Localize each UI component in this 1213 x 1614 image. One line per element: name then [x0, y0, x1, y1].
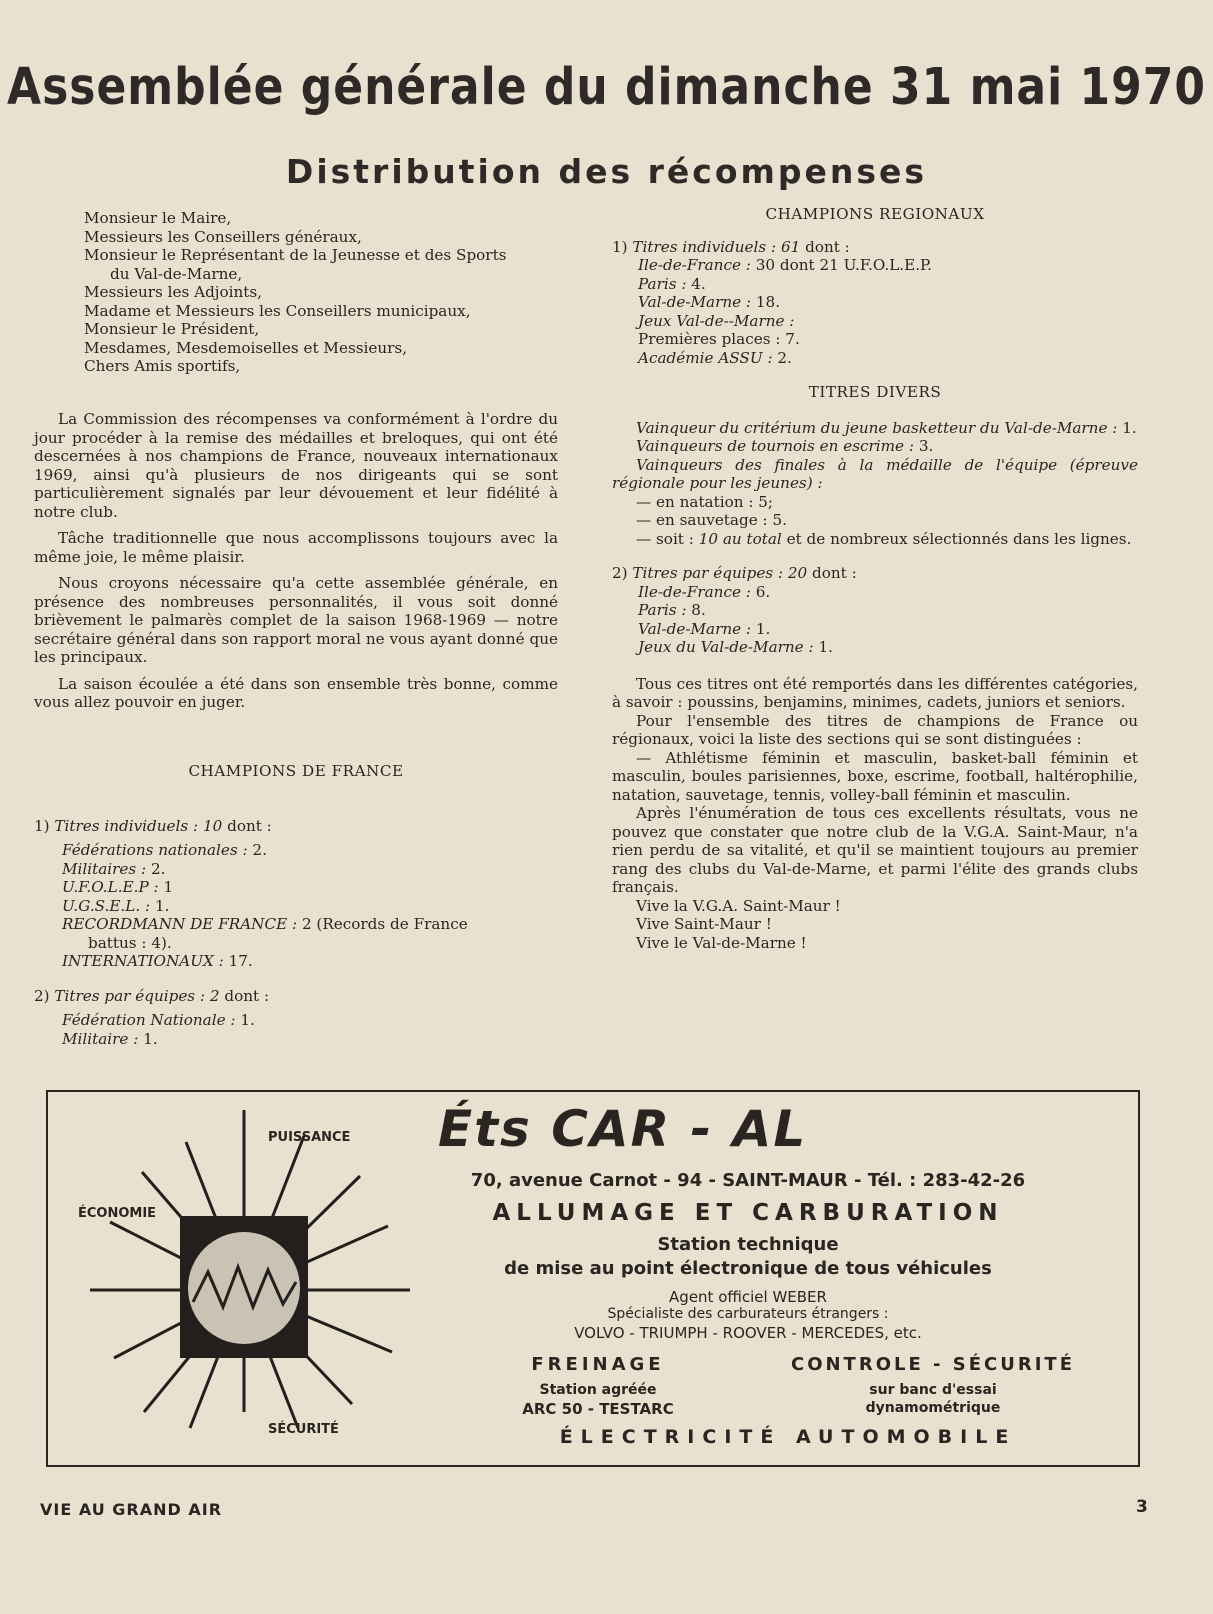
salutation-line: Mesdames, Mesdemoiselles et Messieurs, [84, 338, 408, 357]
list-item [638, 638, 1138, 657]
item-value: 2. [150, 859, 166, 878]
list-label: Titres par équipes : 2 [54, 986, 220, 1005]
list-item [62, 860, 558, 879]
list-tail: dont : [812, 564, 857, 582]
paragraph: Pour l'ensemble des titres de champions de France ou régionaux, voici la liste des sections qui se sont distinguées : [612, 711, 1138, 748]
list-item [638, 601, 1138, 620]
item-value: 3. [918, 437, 934, 455]
item-label: Val-de-Marne : [638, 293, 752, 311]
item-value: 17. [228, 952, 253, 970]
section-heading: CHAMPIONS REGIONAUX [765, 205, 985, 223]
salutation-line: Messieurs les Conseillers généraux, [84, 227, 362, 246]
item-label: RECORDMANN DE FRANCE : [62, 915, 298, 933]
item-value: 6. [755, 582, 771, 601]
item-value: 2. [252, 841, 267, 859]
paragraph: Tous ces titres ont été remportés dans les différentes catégories, à savoir : poussins, benjamins, minimes, cadets, juniors et seniors. [612, 674, 1138, 711]
company-address: 70, avenue Carnot - 94 - SAINT-MAUR - Tél. : 283-42-26 [470, 1170, 1026, 1191]
item-value: 4. [691, 274, 706, 293]
intro-paragraph: Nous croyons nécessaire qu'a cette assemblée générale, en présence des nombreuses personnalités, il vous soit donné brièvement le palmarès complet de la saison 1968-1969 — notre secrétaire général dans son rapport moral ne vous ayant donné que les principaux. [34, 574, 558, 666]
list-item [638, 275, 1138, 294]
advertisement-box [46, 1090, 1140, 1467]
station-line-1: Station technique [657, 1234, 839, 1255]
salutation-block [84, 209, 564, 376]
section-heading: CHAMPIONS DE FRANCE [188, 762, 404, 780]
paragraph: Vainqueurs des finales à la médaille de l'équipe (épreuve régionale pour les jeunes) : [612, 455, 1138, 492]
list-items [34, 1011, 558, 1048]
list-item [62, 1030, 558, 1049]
list-items [34, 841, 558, 971]
salutation-line: du Val-de-Marne, [110, 264, 243, 283]
list-item [62, 841, 558, 860]
salutation-line: Chers Amis sportifs, [84, 357, 241, 375]
list-item: — en sauvetage : 5. [636, 511, 787, 529]
list-item: Jeux Val-de--Marne : [638, 311, 795, 330]
item-label: — soit : [636, 529, 694, 548]
salutation-line: Monsieur le Représentant de la Jeunesse et des Sports [84, 246, 507, 264]
item-value: 8. [691, 601, 706, 619]
logo-label-bottom: SÉCURITÉ [268, 1422, 339, 1437]
list-label: Titres par équipes : 20 [632, 564, 808, 582]
item-label: Vainqueur du critérium du jeune basketteur du Val-de-Marne : [636, 418, 1118, 437]
intro-paragraph: La Commission des récompenses va conformément à l'ordre du jour procéder à la remise des médailles et breloques, qui ont été descernées à nos champions de France, nouveaux internationaux 1969, ainsi qu'à plusieurs de nos dirigeants qui se sont particulièrement signalés par leur dévouement et leur fidélité à notre club. [34, 410, 558, 521]
item-value: 1. [755, 619, 771, 638]
salutation-line: Messieurs les Adjoints, [84, 283, 263, 301]
item-label: Ile-de-France : [638, 256, 751, 274]
page-subtitle: Distribution des récompenses [285, 152, 928, 191]
section-heading: TITRES DIVERS [808, 383, 942, 401]
intro-paragraph: Tâche traditionnelle que nous accomplissons toujours avec la même joie, le même plaisir. [34, 529, 558, 566]
paragraph: Après l'énumération de tous ces excellents résultats, vous ne pouvez que constater que notre club de la V.G.A. Saint-Maur, n'a rien perdu de sa vitalité, et qu'il se maintient toujours au premier rang des clubs du Val-de-Marne, et parmi l'élite des grands clubs français. [612, 804, 1138, 896]
item-value: 1. [143, 1029, 158, 1048]
salutation-line: Monsieur le Maire, [84, 209, 232, 227]
item-label: Fédérations nationales : [62, 841, 248, 859]
item-value: 1. [154, 896, 170, 915]
list-heading [34, 817, 558, 836]
list-items [612, 493, 1138, 549]
item-label: U.F.O.L.E.P : [62, 878, 159, 896]
intro-paragraph: La saison écoulée a été dans son ensemble très bonne, comme vous allez pouvoir en juger. [34, 674, 558, 711]
item-label: Académie ASSU : [638, 348, 773, 367]
list-item [638, 620, 1138, 639]
agent-line: Agent officiel WEBER [669, 1288, 827, 1306]
item-value: 18. [755, 293, 781, 311]
list-label: Titres individuels : 61 [632, 237, 801, 256]
station-line-2: de mise au point électronique de tous véhicules [504, 1258, 992, 1279]
logo-label-left: ÉCONOMIE [78, 1206, 157, 1221]
list-item: Premières places : 7. [638, 330, 800, 348]
list-item [62, 1011, 558, 1030]
freinage-title: FREINAGE [531, 1354, 665, 1375]
page-title: Assemblée générale du dimanche 31 mai 1970 [7, 58, 1206, 117]
item-value: 10 au total [698, 529, 782, 548]
electricite-line: ÉLECTRICITÉ AUTOMOBILE [559, 1426, 1017, 1448]
list-number: 2) [34, 986, 50, 1005]
item-value: 1. [1122, 418, 1137, 437]
item-label: Jeux du Val-de-Marne : [638, 638, 814, 656]
list-item [62, 897, 558, 916]
list-items [612, 583, 1138, 657]
list-item [638, 583, 1138, 602]
salutation-line: Monsieur le Président, [84, 320, 260, 338]
item-label: Paris : [638, 601, 687, 619]
controle-sub-1: sur banc d'essai [869, 1382, 997, 1398]
list-item [638, 349, 1138, 368]
list-number: 1) [34, 816, 50, 835]
company-name: Éts CAR - AL [438, 1100, 808, 1158]
closing-line: Vive la V.G.A. Saint-Maur ! [636, 896, 841, 915]
freinage-sub-1: Station agréée [539, 1382, 657, 1398]
list-heading [612, 238, 1138, 257]
item-value: 2 (Records de France [301, 915, 468, 933]
item-label: Ile-de-France : [638, 582, 751, 601]
sun-logo-icon [48, 1092, 428, 1462]
item-label: Militaire : [62, 1029, 139, 1048]
intro-text [34, 410, 558, 712]
list-label: Titres individuels : 10 [54, 816, 223, 835]
item-value: 30 dont 21 U.F.O.L.E.P. [755, 256, 933, 274]
paragraph [612, 437, 1138, 456]
list-tail: dont : [224, 986, 270, 1005]
controle-sub-2: dynamométrique [865, 1400, 1001, 1416]
brands-line: VOLVO - TRIUMPH - ROOVER - MERCEDES, etc. [574, 1324, 922, 1342]
list-item-continuation: battus : 4). [88, 933, 172, 952]
champions-regionaux [612, 205, 1138, 952]
page-number: 3 [1136, 1497, 1148, 1517]
closing-line: Vive Saint-Maur ! [636, 915, 772, 933]
item-tail: et de nombreux sélectionnés dans les lignes. [786, 529, 1132, 548]
magazine-name: VIE AU GRAND AIR [40, 1500, 223, 1519]
item-label: Militaires : [62, 859, 147, 878]
paragraph [612, 419, 1138, 438]
list-item [62, 952, 558, 971]
item-value: 1 [163, 878, 174, 896]
list-item [638, 293, 1138, 312]
champions-de-france [34, 762, 558, 1048]
item-label: Val-de-Marne : [638, 619, 752, 638]
list-number: 2) [612, 564, 628, 582]
item-value: 1. [240, 1011, 255, 1029]
company-specialty: ALLUMAGE ET CARBURATION [492, 1200, 1004, 1226]
freinage-sub-2: ARC 50 - TESTARC [522, 1400, 674, 1418]
item-label: Vainqueurs de tournois en escrime : [636, 437, 914, 455]
closing-line: Vive le Val-de-Marne ! [636, 933, 807, 952]
list-item [62, 915, 558, 934]
item-label: U.G.S.E.L. : [62, 896, 151, 915]
logo-label-top: PUISSANCE [268, 1130, 351, 1145]
item-value: 2. [777, 348, 792, 367]
list-item [636, 530, 1138, 549]
controle-title: CONTROLE - SÉCURITÉ [790, 1354, 1075, 1375]
item-label: INTERNATIONAUX : [62, 952, 224, 970]
item-label: Paris : [638, 274, 687, 293]
list-heading [34, 987, 558, 1006]
list-tail: dont : [805, 237, 850, 256]
item-value: 1. [818, 638, 833, 656]
list-tail: dont : [227, 816, 272, 835]
list-items [612, 256, 1138, 367]
paragraph: — Athlétisme féminin et masculin, basket-ball féminin et masculin, boules parisiennes, boxe, escrime, football, haltérophilie, natation, sauvetage, tennis, volley-ball féminin et masculin. [612, 748, 1138, 804]
list-item: — en natation : 5; [636, 492, 774, 511]
list-item [638, 256, 1138, 275]
list-heading [612, 564, 1138, 583]
list-number: 1) [612, 237, 628, 256]
logo-dial [188, 1232, 300, 1344]
list-item [62, 878, 558, 897]
item-label: Fédération Nationale : [62, 1011, 236, 1029]
specialist-line: Spécialiste des carburateurs étrangers : [607, 1306, 889, 1322]
salutation-line: Madame et Messieurs les Conseillers municipaux, [84, 301, 471, 320]
